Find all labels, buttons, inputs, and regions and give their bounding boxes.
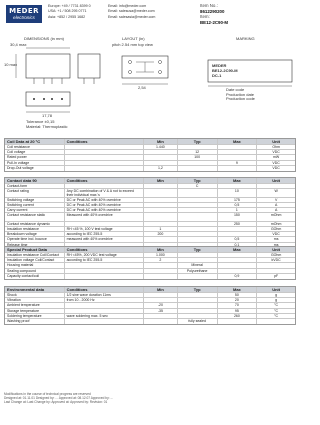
table-row: Drop-Out voltage 1,2 VDC: [7, 165, 280, 170]
document-header: [4, 3, 296, 27]
table-row: Carry current DC or Peak AC with 40% overdrive 1 A: [5, 208, 295, 213]
special-product-data-table: [4, 246, 296, 280]
layout-title: LAYOUT (in): [122, 36, 145, 41]
layout-subtitle: pitch 2.54 mm top view: [112, 42, 153, 47]
table-row: Soldering temperature wave soldering max. 5 sec 260 °C: [5, 314, 295, 319]
footer-note: Modifications in the course of technical progress are reserved: [4, 392, 91, 396]
table-row: Release time 0,1 ms: [7, 242, 279, 247]
table-row: Ambient temperature -20 70 °C: [5, 303, 295, 308]
table-row: Housing material Mineral: [5, 263, 295, 268]
environmental-data-table: [4, 286, 296, 325]
contact-info: [48, 4, 188, 20]
marking-title: MARKING: [236, 36, 255, 41]
table-row: Insulation resistance Coil/Contact RH <45%, 200 VDC test voltage 1.000 GOhm: [5, 253, 295, 258]
meder-logo: MEDER electronics: [6, 5, 42, 23]
table-row: Shock 1/2 sine wave duration 11ms 50 g: [5, 293, 295, 298]
relay-front-outline: [26, 54, 70, 78]
dim-bottom: 17,78: [42, 113, 53, 118]
table-row: Switching voltage DC or Peak AC with 40% overdrive 175 V: [5, 198, 295, 203]
table-row: Pull-In voltage 9 VDC: [5, 161, 295, 166]
table-row: Washing proof fully sealed: [5, 319, 295, 324]
marking-notes: Date code Production date Production code: [226, 87, 255, 102]
document-footer: [4, 392, 296, 404]
table-row: Rated power 100 mW: [5, 155, 295, 160]
table-row: Contact rating Any DC combination of V & A not to exceed their individual max.'s 10 W: [5, 189, 295, 198]
table-row: Sealing compound Polyurethane: [5, 269, 295, 274]
marking-text: MEDER BE12-2C90-M DC-1: [212, 63, 238, 78]
coil-data-table: [4, 138, 296, 172]
table-row: Insulation resistance RH <45 %, 100 V test voltage 1 GOhm: [5, 227, 295, 232]
contact-row-usa: USA: +1 / 508 295 0771 Email: salesusa@meder.com: [48, 9, 155, 14]
item-info: Item No.: 8612290200 Item: BE12-2C90-M: [200, 3, 296, 25]
table-header: Environmental data Conditions Min Typ Max Unit: [5, 287, 295, 293]
table-header: Coil Data at 20 °C Conditions Min Typ Max Unit: [5, 139, 295, 145]
dim-side: 10 max: [4, 62, 18, 67]
item-name: BE12-2C90-M: [200, 19, 229, 25]
relay-bottom-outline: [26, 92, 70, 106]
dim-pin: 2,54: [138, 85, 146, 90]
contact-row-asia: Asia: +852 / 2955 1682 Email: salesasia@meder.com: [48, 14, 156, 19]
table-row: Storage temperature -35 95 °C: [5, 309, 295, 314]
table-row: Vibration from 10 - 2000 Hz 20 g: [5, 298, 295, 303]
dim-top: 30,4 max: [10, 42, 27, 47]
table-header: Contact data 90 Conditions Min Typ Max Unit: [5, 178, 295, 184]
table-row: Contact resistance static Measured with 40% overdrive 150 mOhm: [5, 213, 295, 222]
contact-row-europe: Europe: +49 / 7731 8399 0 Email: info@meder.com: [48, 4, 147, 8]
footer-design-line: Designed at: 01.11.01 Designed by: ... Approved at: 08.12.07 Approved by: ...: [4, 396, 114, 400]
table-row: Coil resistance 1.440 Ohm: [5, 145, 295, 150]
technical-drawing: [4, 34, 296, 134]
table-row: Contact resistance dynamic 250 mOhm: [5, 222, 295, 227]
footer-change-line: Last Change at: Last Change by: Approved at: Approved by: Revision: 01: [4, 400, 108, 404]
table-row: Insulation voltage Coil/Contact according to IEC 255-5 2 kVDC: [5, 258, 295, 263]
dimensions-title: DIMENSIONS (in mm): [24, 36, 64, 41]
table-header: Special Product Data Conditions Min Typ Max Unit: [5, 247, 295, 253]
relay-side-outline: [78, 54, 100, 78]
table-row: Switching current DC or Peak AC with 40% overdrive 0,5 A: [5, 203, 295, 208]
contact-data-table: [4, 177, 296, 249]
item-number: 8612290200: [200, 8, 225, 14]
table-row: Coil voltage 12 VDC: [5, 150, 295, 155]
table-row: Contact-form C: [5, 184, 295, 189]
table-row: Breakdown voltage according to IEC 255-5 200 VDC: [5, 232, 295, 237]
table-row: Capacity contact/coil 0,9 pF: [7, 273, 279, 278]
table-row: Operate time incl. bounce measured with 40% overdrive 0,5 ms: [5, 237, 295, 242]
tolerance-note: Tolerance ±0,15 Material: Thermoplastic: [26, 119, 68, 129]
